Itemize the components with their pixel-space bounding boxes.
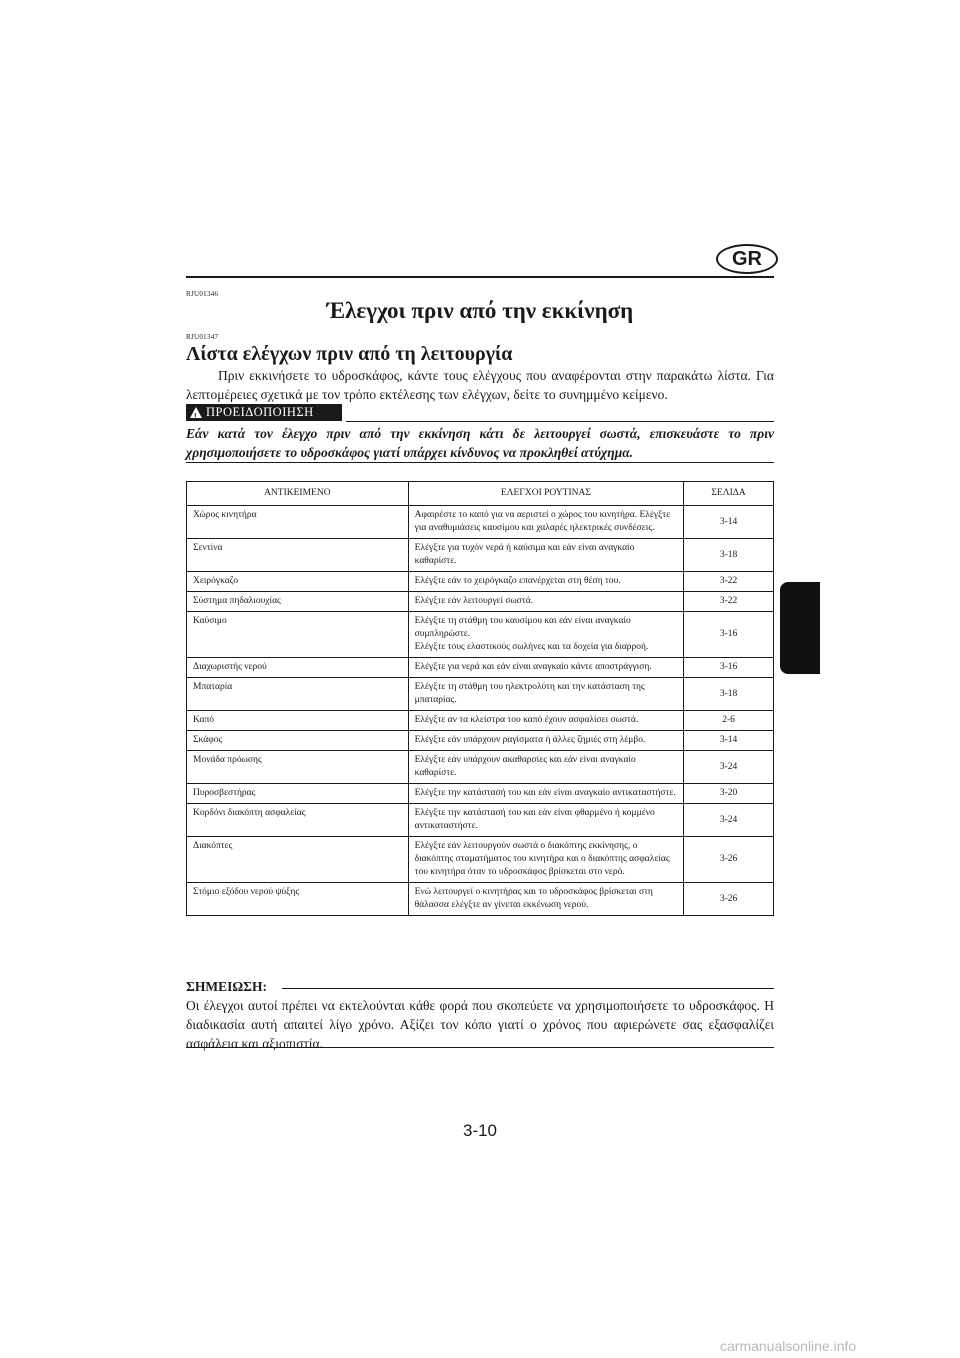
row-item: Χειρόγκαζο: [187, 572, 409, 592]
row-page: 3-22: [684, 572, 774, 592]
table-header-page: ΣΕΛΙΔΑ: [684, 482, 774, 506]
row-page: 3-16: [684, 612, 774, 658]
header-rule: [186, 276, 774, 278]
table-row: [187, 751, 774, 784]
row-check: Ελέγξτε τη στάθμη του ηλεκτρολύτη και την κατάσταση της μπαταρίας.: [408, 678, 683, 711]
table-row: [187, 678, 774, 711]
warning-triangle-icon: [190, 407, 202, 418]
language-badge: GR: [716, 244, 778, 274]
row-page: 2-6: [684, 711, 774, 731]
row-item: Στόμιο εξόδου νερού ψύξης: [187, 883, 409, 916]
intro-paragraph: Πριν εκκινήσετε το υδροσκάφος, κάντε τους ελέγχους που αναφέρονται στην παρακάτω λίστα. Για λεπτομέρειες σχετικά με τον τρόπο εκτέλεσης των ελέγχων, δείτε το συνημμένο κείμενο.: [186, 368, 774, 402]
row-page: 3-14: [684, 506, 774, 539]
row-check: Ελέγξτε την κατάστασή του και εάν είναι φθαρμένο ή κομμένο αντικαταστήστε.: [408, 804, 683, 837]
row-item: Διαχωριστής νερού: [187, 658, 409, 678]
row-item: Μονάδα πρόωσης: [187, 751, 409, 784]
section-code: RJU01346: [186, 290, 219, 298]
row-page: 3-16: [684, 658, 774, 678]
note-bottom-rule: [186, 1047, 774, 1048]
note-text: Οι έλεγχοι αυτοί πρέπει να εκτελούνται κάθε φορά που σκοπεύετε να χρησιμοποιήσετε το υδροσκάφος. Η διαδικασία αυτή απαιτεί λίγο χρόνο. Αξίζει τον κόπο γιατί ο χρόνος που αφιερώνετε σας εξασφαλίζει ασφάλεια και αξιοπιστία.: [186, 998, 774, 1051]
row-check: Ελέγξτε αν τα κλείστρα του καπό έχουν ασφαλίσει σωστά.: [408, 711, 683, 731]
row-item: Σκάφος: [187, 731, 409, 751]
warning-label-text: ΠΡΟΕΙΔΟΠΟΙΗΣΗ: [206, 405, 314, 419]
row-check: Ελέγξτε για τυχόν νερά ή καύσιμα και εάν είναι αναγκαίο καθαρίστε.: [408, 539, 683, 572]
table-header-item: ΑΝΤΙΚΕΙΜΕΝΟ: [187, 482, 409, 506]
row-item: Καπό: [187, 711, 409, 731]
table-row: [187, 612, 774, 658]
row-page: 3-22: [684, 592, 774, 612]
chapter-tab: [780, 582, 820, 674]
table-row: [187, 731, 774, 751]
note-rule: [282, 988, 774, 989]
row-page: 3-18: [684, 678, 774, 711]
table-row: [187, 539, 774, 572]
table-header-check: ΕΛΕΓΧΟΙ ΡΟΥΤΙΝΑΣ: [408, 482, 683, 506]
warning-text: Εάν κατά τον έλεγχο πριν από την εκκίνηση κάτι δε λειτουργεί σωστά, επισκευάστε το πριν χρησιμοποιήσετε το υδροσκάφος γιατί υπάρχει κίνδυνος να προκληθεί ατύχημα.: [186, 426, 774, 460]
table-row: [187, 592, 774, 612]
table-row: [187, 572, 774, 592]
table-row: [187, 658, 774, 678]
row-check: Ελέγξτε εάν λειτουργεί σωστά.: [408, 592, 683, 612]
row-check: Ελέγξτε εάν λειτουργούν σωστά ο διακόπτης εκκίνησης, ο διακόπτης σταματήματος του κινητήρα και ο διακόπτης ασφαλείας του κινητήρα όταν το υδροσκάφος βρίσκεται στο νερό.: [408, 837, 683, 883]
row-page: 3-20: [684, 784, 774, 804]
watermark: carmanualsonline.info: [720, 1338, 857, 1354]
row-item: Πυροσβεστήρας: [187, 784, 409, 804]
table-row: [187, 784, 774, 804]
note-label: ΣΗΜΕΙΩΣΗ:: [186, 979, 267, 994]
row-page: 3-26: [684, 883, 774, 916]
table-row: [187, 711, 774, 731]
row-page: 3-24: [684, 751, 774, 784]
row-check: Ελέγξτε εάν υπάρχουν ακαθαρσίες και εάν είναι αναγκαίο καθαρίστε.: [408, 751, 683, 784]
table-row: [187, 804, 774, 837]
row-check: Ελέγξτε εάν υπάρχουν ραγίσματα ή άλλες ζημιές στη λέμβο.: [408, 731, 683, 751]
row-check: Ελέγξτε την κατάστασή του και εάν είναι αναγκαίο αντικαταστήστε.: [408, 784, 683, 804]
table-row: [187, 506, 774, 539]
row-check: Ελέγξτε για νερά και εάν είναι αναγκαίο κάντε αποστράγγιση.: [408, 658, 683, 678]
warning-rule: [346, 421, 774, 422]
subsection-code: RJU01347: [186, 333, 219, 341]
section-title: Έλεγχοι πριν από την εκκίνηση: [326, 298, 634, 323]
row-item: Σεντίνα: [187, 539, 409, 572]
row-item: Καύσιμο: [187, 612, 409, 658]
row-item: Μπαταρία: [187, 678, 409, 711]
table-header-row: [187, 482, 774, 506]
row-check: Ελέγξτε τη στάθμη του καυσίμου και εάν είναι αναγκαίο συμπληρώστε. Ελέγξτε τους ελαστικούς σωλήνες και τα δοχεία για διαρροή.: [408, 612, 683, 658]
row-check: Ενώ λειτουργεί ο κινητήρας και το υδροσκάφος βρίσκεται στη θάλασσα ελέγξτε αν γίνεται εκκένωση νερού.: [408, 883, 683, 916]
page-number: 3-10: [462, 1121, 498, 1140]
row-check: Αφαιρέστε το καπό για να αεριστεί ο χώρος του κινητήρα. Ελέγξτε για αναθυμιάσεις καυσίμου και χαλαρές ηλεκτρικές συνδέσεις.: [408, 506, 683, 539]
row-check: Ελέγξτε εάν το χειρόγκαζο επανέρχεται στη θέση του.: [408, 572, 683, 592]
pre-operation-checklist-table: [186, 481, 774, 916]
row-item: Κορδόνι διακόπτη ασφαλείας: [187, 804, 409, 837]
row-page: 3-24: [684, 804, 774, 837]
row-page: 3-18: [684, 539, 774, 572]
row-item: Χώρος κινητήρα: [187, 506, 409, 539]
table-row: [187, 837, 774, 883]
row-page: 3-14: [684, 731, 774, 751]
row-item: Διακόπτες: [187, 837, 409, 883]
subsection-title: Λίστα ελέγχων πριν από τη λειτουργία: [186, 343, 513, 365]
warning-bottom-rule: [186, 462, 774, 463]
row-page: 3-26: [684, 837, 774, 883]
warning-label: [186, 404, 342, 421]
table-row: [187, 883, 774, 916]
row-item: Σύστημα πηδαλιουχίας: [187, 592, 409, 612]
